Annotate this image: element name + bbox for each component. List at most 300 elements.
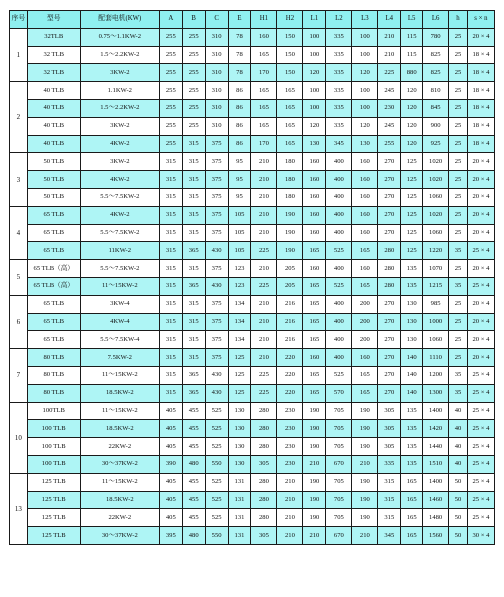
value-cell: 430 — [205, 384, 228, 402]
value-cell: 50 — [449, 473, 468, 491]
value-cell: 400 — [326, 295, 352, 313]
value-cell: 120 — [401, 135, 423, 153]
value-cell: 20 × 4 — [467, 313, 494, 331]
model-cell: 50 TLB — [27, 188, 80, 206]
value-cell: 25 × 4 — [467, 384, 494, 402]
value-cell: 190 — [303, 420, 326, 438]
value-cell: 1110 — [423, 349, 449, 367]
value-cell: 120 — [303, 64, 326, 82]
value-cell: 165 — [352, 384, 378, 402]
value-cell: 120 — [401, 99, 423, 117]
value-cell: 130 — [228, 438, 251, 456]
model-cell: 32TLB — [27, 28, 80, 46]
model-cell: 32 TLB — [27, 64, 80, 82]
model-cell: 125 TLB — [27, 509, 80, 527]
table-row — [10, 99, 495, 117]
value-cell: 125 — [401, 171, 423, 189]
value-cell: 315 — [159, 331, 182, 349]
value-cell: 335 — [378, 455, 401, 473]
value-cell: 255 — [182, 82, 205, 100]
motor-cell: 0.75～1.1KW-2 — [80, 28, 159, 46]
value-cell: 165 — [303, 242, 326, 260]
value-cell: 430 — [205, 366, 228, 384]
motor-cell: 1.1KW-2 — [80, 82, 159, 100]
value-cell: 95 — [228, 153, 251, 171]
table-row — [10, 153, 495, 171]
value-cell: 230 — [277, 420, 303, 438]
value-cell: 550 — [205, 455, 228, 473]
motor-cell: 4KW-2 — [80, 135, 159, 153]
value-cell: 1510 — [423, 455, 449, 473]
value-cell: 315 — [182, 313, 205, 331]
model-cell: 40 TLB — [27, 99, 80, 117]
value-cell: 130 — [228, 455, 251, 473]
motor-cell: 3KW-2 — [80, 64, 159, 82]
value-cell: 78 — [228, 64, 251, 82]
value-cell: 315 — [182, 349, 205, 367]
header-cell-sxn: s × n — [467, 11, 494, 29]
value-cell: 280 — [251, 509, 277, 527]
model-cell: 65 TLB — [27, 313, 80, 331]
value-cell: 95 — [228, 171, 251, 189]
value-cell: 400 — [326, 171, 352, 189]
table-row — [10, 384, 495, 402]
motor-cell: 11KW-2 — [80, 242, 159, 260]
value-cell: 255 — [159, 28, 182, 46]
value-cell: 225 — [378, 64, 401, 82]
value-cell: 230 — [277, 455, 303, 473]
value-cell: 125 — [228, 366, 251, 384]
motor-cell: 3KW-2 — [80, 117, 159, 135]
model-cell: 65 TLB（高） — [27, 260, 80, 278]
value-cell: 165 — [277, 117, 303, 135]
model-cell: 40 TLB — [27, 82, 80, 100]
value-cell: 225 — [251, 366, 277, 384]
value-cell: 100 — [303, 99, 326, 117]
value-cell: 400 — [326, 206, 352, 224]
value-cell: 134 — [228, 331, 251, 349]
value-cell: 160 — [303, 206, 326, 224]
value-cell: 335 — [326, 64, 352, 82]
value-cell: 315 — [159, 349, 182, 367]
value-cell: 375 — [205, 135, 228, 153]
header-cell-h2: H2 — [277, 11, 303, 29]
value-cell: 115 — [401, 46, 423, 64]
table-row — [10, 331, 495, 349]
table-row — [10, 242, 495, 260]
value-cell: 210 — [303, 527, 326, 545]
table-row — [10, 473, 495, 491]
value-cell: 165 — [303, 331, 326, 349]
value-cell: 25 — [449, 135, 468, 153]
motor-cell: 22KW-2 — [80, 438, 159, 456]
value-cell: 270 — [378, 331, 401, 349]
value-cell: 780 — [423, 28, 449, 46]
value-cell: 100 — [303, 28, 326, 46]
value-cell: 120 — [401, 82, 423, 100]
model-cell: 80 TLB — [27, 366, 80, 384]
value-cell: 315 — [159, 295, 182, 313]
value-cell: 135 — [401, 260, 423, 278]
value-cell: 315 — [159, 313, 182, 331]
value-cell: 525 — [326, 366, 352, 384]
value-cell: 210 — [251, 313, 277, 331]
value-cell: 455 — [182, 509, 205, 527]
value-cell: 130 — [228, 420, 251, 438]
value-cell: 255 — [159, 117, 182, 135]
value-cell: 120 — [401, 117, 423, 135]
value-cell: 405 — [159, 420, 182, 438]
value-cell: 210 — [251, 171, 277, 189]
model-cell: 40 TLB — [27, 135, 80, 153]
value-cell: 125 — [401, 188, 423, 206]
value-cell: 25 × 4 — [467, 277, 494, 295]
value-cell: 225 — [251, 384, 277, 402]
value-cell: 160 — [303, 153, 326, 171]
value-cell: 160 — [352, 153, 378, 171]
value-cell: 245 — [378, 82, 401, 100]
value-cell: 25 — [449, 64, 468, 82]
value-cell: 335 — [326, 28, 352, 46]
value-cell: 280 — [251, 491, 277, 509]
value-cell: 25 × 4 — [467, 438, 494, 456]
table-row — [10, 295, 495, 313]
motor-cell: 3KW-4 — [80, 295, 159, 313]
value-cell: 390 — [159, 455, 182, 473]
value-cell: 125 — [401, 206, 423, 224]
value-cell: 25 × 4 — [467, 402, 494, 420]
value-cell: 25 — [449, 295, 468, 313]
value-cell: 170 — [251, 135, 277, 153]
value-cell: 255 — [159, 46, 182, 64]
value-cell: 25 — [449, 82, 468, 100]
value-cell: 100 — [352, 82, 378, 100]
value-cell: 430 — [205, 242, 228, 260]
value-cell: 255 — [159, 99, 182, 117]
value-cell: 705 — [326, 473, 352, 491]
table-body — [10, 28, 495, 544]
table-row — [10, 171, 495, 189]
value-cell: 25 — [449, 28, 468, 46]
value-cell: 210 — [277, 491, 303, 509]
value-cell: 25 — [449, 153, 468, 171]
header-cell-a: A — [159, 11, 182, 29]
value-cell: 18 × 4 — [467, 99, 494, 117]
value-cell: 35 — [449, 366, 468, 384]
value-cell: 525 — [326, 242, 352, 260]
value-cell: 190 — [303, 491, 326, 509]
value-cell: 375 — [205, 331, 228, 349]
value-cell: 160 — [303, 260, 326, 278]
value-cell: 335 — [326, 117, 352, 135]
value-cell: 210 — [251, 331, 277, 349]
value-cell: 1480 — [423, 509, 449, 527]
value-cell: 315 — [159, 242, 182, 260]
value-cell: 255 — [182, 46, 205, 64]
value-cell: 40 — [449, 402, 468, 420]
motor-cell: 18.5KW-2 — [80, 420, 159, 438]
value-cell: 190 — [352, 420, 378, 438]
table-row — [10, 82, 495, 100]
model-cell: 65 TLB（高） — [27, 277, 80, 295]
value-cell: 550 — [205, 527, 228, 545]
group-number-cell: 7 — [10, 349, 28, 402]
value-cell: 305 — [251, 455, 277, 473]
value-cell: 375 — [205, 295, 228, 313]
value-cell: 1400 — [423, 402, 449, 420]
value-cell: 210 — [251, 295, 277, 313]
value-cell: 525 — [205, 473, 228, 491]
value-cell: 125 — [228, 384, 251, 402]
value-cell: 20 × 4 — [467, 171, 494, 189]
model-cell: 65 TLB — [27, 331, 80, 349]
value-cell: 1400 — [423, 473, 449, 491]
table-row — [10, 313, 495, 331]
value-cell: 125 — [228, 349, 251, 367]
value-cell: 305 — [378, 420, 401, 438]
value-cell: 165 — [277, 82, 303, 100]
value-cell: 1560 — [423, 527, 449, 545]
value-cell: 40 — [449, 438, 468, 456]
motor-cell: 4KW-2 — [80, 171, 159, 189]
motor-cell: 22KW-2 — [80, 509, 159, 527]
value-cell: 1420 — [423, 420, 449, 438]
motor-cell: 11～15KW-2 — [80, 402, 159, 420]
value-cell: 455 — [182, 402, 205, 420]
motor-cell: 4KW-4 — [80, 313, 159, 331]
value-cell: 165 — [251, 46, 277, 64]
table-row — [10, 188, 495, 206]
value-cell: 25 — [449, 171, 468, 189]
value-cell: 525 — [205, 438, 228, 456]
value-cell: 210 — [251, 260, 277, 278]
value-cell: 130 — [228, 402, 251, 420]
value-cell: 345 — [326, 135, 352, 153]
value-cell: 190 — [303, 402, 326, 420]
value-cell: 705 — [326, 438, 352, 456]
value-cell: 35 — [449, 277, 468, 295]
value-cell: 405 — [159, 473, 182, 491]
value-cell: 135 — [401, 277, 423, 295]
value-cell: 210 — [251, 349, 277, 367]
value-cell: 230 — [277, 402, 303, 420]
value-cell: 270 — [378, 295, 401, 313]
value-cell: 25 — [449, 99, 468, 117]
value-cell: 160 — [352, 224, 378, 242]
value-cell: 455 — [182, 473, 205, 491]
value-cell: 280 — [251, 402, 277, 420]
value-cell: 880 — [401, 64, 423, 82]
value-cell: 135 — [401, 455, 423, 473]
group-number-cell: 13 — [10, 473, 28, 544]
header-cell-h: h — [449, 11, 468, 29]
value-cell: 365 — [182, 366, 205, 384]
value-cell: 1215 — [423, 277, 449, 295]
value-cell: 190 — [277, 242, 303, 260]
value-cell: 210 — [378, 46, 401, 64]
value-cell: 131 — [228, 527, 251, 545]
value-cell: 335 — [326, 46, 352, 64]
value-cell: 270 — [378, 171, 401, 189]
value-cell: 25 — [449, 331, 468, 349]
model-cell: 100TLB — [27, 402, 80, 420]
table-row — [10, 420, 495, 438]
value-cell: 86 — [228, 99, 251, 117]
value-cell: 825 — [423, 64, 449, 82]
value-cell: 190 — [352, 491, 378, 509]
motor-cell: 5.5～7.5KW-2 — [80, 224, 159, 242]
value-cell: 1000 — [423, 313, 449, 331]
value-cell: 160 — [352, 206, 378, 224]
value-cell: 100 — [352, 99, 378, 117]
table-row — [10, 455, 495, 473]
value-cell: 705 — [326, 509, 352, 527]
value-cell: 130 — [303, 135, 326, 153]
value-cell: 405 — [159, 402, 182, 420]
value-cell: 315 — [182, 295, 205, 313]
value-cell: 25 — [449, 349, 468, 367]
value-cell: 165 — [251, 117, 277, 135]
value-cell: 160 — [303, 224, 326, 242]
value-cell: 525 — [205, 402, 228, 420]
value-cell: 165 — [401, 491, 423, 509]
pump-dimension-table — [9, 10, 495, 545]
value-cell: 310 — [205, 64, 228, 82]
value-cell: 280 — [251, 420, 277, 438]
value-cell: 255 — [182, 28, 205, 46]
value-cell: 25 — [449, 117, 468, 135]
table-row — [10, 402, 495, 420]
value-cell: 210 — [352, 527, 378, 545]
value-cell: 216 — [277, 295, 303, 313]
value-cell: 480 — [182, 527, 205, 545]
table-row — [10, 349, 495, 367]
value-cell: 210 — [303, 455, 326, 473]
model-cell: 80 TLB — [27, 384, 80, 402]
motor-cell: 11～15KW-2 — [80, 473, 159, 491]
value-cell: 180 — [277, 188, 303, 206]
value-cell: 400 — [326, 188, 352, 206]
value-cell: 310 — [205, 82, 228, 100]
motor-cell: 4KW-2 — [80, 206, 159, 224]
value-cell: 270 — [378, 224, 401, 242]
model-cell: 100 TLB — [27, 438, 80, 456]
value-cell: 160 — [303, 349, 326, 367]
value-cell: 86 — [228, 117, 251, 135]
group-number-cell: 2 — [10, 82, 28, 153]
value-cell: 405 — [159, 438, 182, 456]
group-number-cell: 5 — [10, 260, 28, 296]
value-cell: 216 — [277, 331, 303, 349]
value-cell: 400 — [326, 153, 352, 171]
value-cell: 165 — [303, 384, 326, 402]
value-cell: 280 — [378, 260, 401, 278]
value-cell: 130 — [401, 295, 423, 313]
value-cell: 20 × 4 — [467, 153, 494, 171]
model-cell: 125 TLB — [27, 527, 80, 545]
value-cell: 705 — [326, 402, 352, 420]
model-cell: 65 TLB — [27, 206, 80, 224]
value-cell: 25 — [449, 260, 468, 278]
motor-cell: 30～37KW-2 — [80, 455, 159, 473]
value-cell: 375 — [205, 313, 228, 331]
value-cell: 395 — [159, 527, 182, 545]
value-cell: 25 × 4 — [467, 420, 494, 438]
value-cell: 170 — [251, 64, 277, 82]
model-cell: 50 TLB — [27, 171, 80, 189]
value-cell: 400 — [326, 224, 352, 242]
value-cell: 255 — [182, 117, 205, 135]
value-cell: 310 — [205, 46, 228, 64]
value-cell: 25 — [449, 224, 468, 242]
value-cell: 480 — [182, 455, 205, 473]
value-cell: 315 — [159, 171, 182, 189]
value-cell: 25 — [449, 46, 468, 64]
value-cell: 25 × 4 — [467, 242, 494, 260]
value-cell: 216 — [277, 313, 303, 331]
value-cell: 180 — [277, 153, 303, 171]
model-cell: 65 TLB — [27, 295, 80, 313]
value-cell: 50 — [449, 491, 468, 509]
value-cell: 210 — [277, 527, 303, 545]
value-cell: 375 — [205, 188, 228, 206]
group-number-cell: 3 — [10, 153, 28, 206]
value-cell: 150 — [277, 46, 303, 64]
value-cell: 525 — [326, 277, 352, 295]
value-cell: 255 — [182, 64, 205, 82]
header-cell-motor: 配套电机(KW) — [80, 11, 159, 29]
value-cell: 131 — [228, 491, 251, 509]
value-cell: 310 — [205, 99, 228, 117]
value-cell: 315 — [182, 188, 205, 206]
value-cell: 20 × 4 — [467, 260, 494, 278]
value-cell: 165 — [303, 295, 326, 313]
value-cell: 190 — [303, 473, 326, 491]
value-cell: 705 — [326, 491, 352, 509]
value-cell: 335 — [326, 99, 352, 117]
value-cell: 134 — [228, 295, 251, 313]
group-number-cell: 6 — [10, 295, 28, 348]
motor-cell: 5.5～7.5KW-2 — [80, 188, 159, 206]
value-cell: 405 — [159, 491, 182, 509]
model-cell: 50 TLB — [27, 153, 80, 171]
value-cell: 25 × 4 — [467, 366, 494, 384]
value-cell: 280 — [251, 438, 277, 456]
value-cell: 270 — [378, 153, 401, 171]
value-cell: 810 — [423, 82, 449, 100]
value-cell: 315 — [182, 331, 205, 349]
value-cell: 210 — [277, 509, 303, 527]
value-cell: 525 — [205, 491, 228, 509]
value-cell: 123 — [228, 277, 251, 295]
model-cell: 100 TLB — [27, 455, 80, 473]
value-cell: 100 — [352, 46, 378, 64]
value-cell: 315 — [159, 277, 182, 295]
motor-cell: 11～15KW-2 — [80, 366, 159, 384]
value-cell: 165 — [401, 527, 423, 545]
value-cell: 160 — [352, 171, 378, 189]
value-cell: 35 — [449, 242, 468, 260]
model-cell: 65 TLB — [27, 224, 80, 242]
model-cell: 65 TLB — [27, 242, 80, 260]
header-cell-h1: H1 — [251, 11, 277, 29]
motor-cell: 5.5～7.5KW-2 — [80, 260, 159, 278]
model-cell: 125 TLB — [27, 473, 80, 491]
value-cell: 190 — [352, 509, 378, 527]
value-cell: 845 — [423, 99, 449, 117]
value-cell: 365 — [182, 277, 205, 295]
table-row — [10, 277, 495, 295]
